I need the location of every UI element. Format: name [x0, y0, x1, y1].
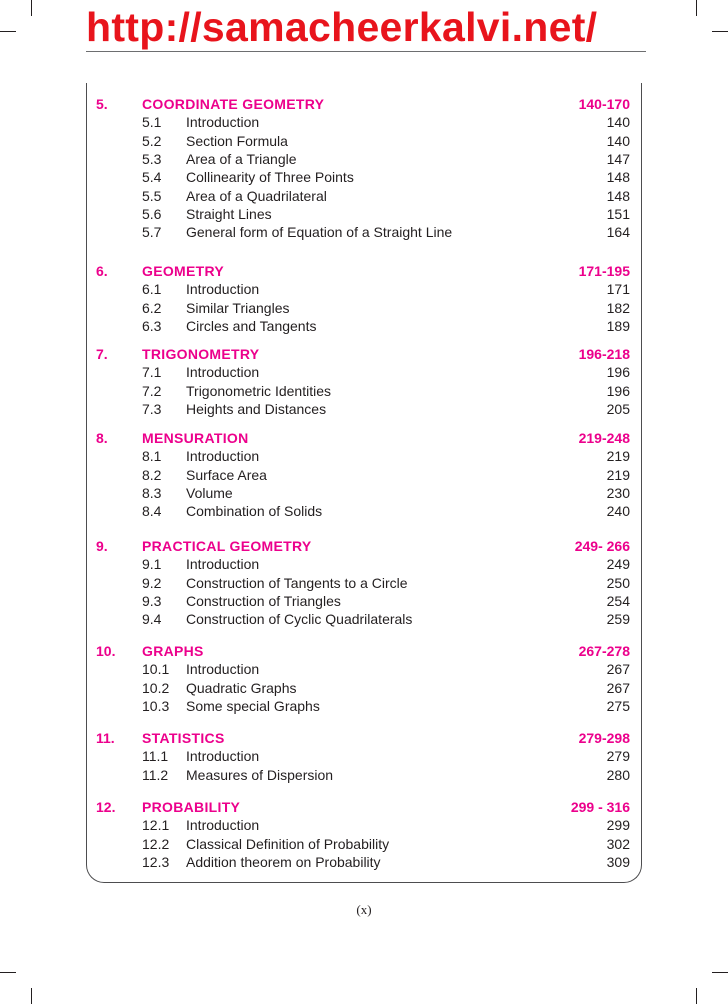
section-number: 7.1 — [142, 364, 162, 381]
section-number: 5.4 — [142, 169, 162, 186]
section-row[interactable] — [0, 747, 728, 765]
crop-mark-top-right-h — [712, 31, 728, 32]
unit-number: 10. — [96, 643, 116, 659]
section-number: 12.2 — [142, 835, 170, 852]
unit-page-range: 299 - 316 — [570, 799, 630, 815]
section-page: 267 — [606, 661, 630, 678]
unit-title: PROBABILITY — [142, 799, 241, 815]
section-row[interactable] — [0, 679, 728, 697]
unit-heading[interactable] — [0, 642, 728, 660]
section-title: Some special Graphs — [186, 697, 320, 714]
section-page: 230 — [606, 484, 630, 501]
section-row[interactable] — [0, 400, 728, 418]
section-row[interactable] — [0, 484, 728, 502]
section-number: 11.2 — [142, 766, 169, 783]
unit-title: STATISTICS — [142, 730, 225, 746]
section-page: 309 — [606, 853, 630, 870]
section-title: Introduction — [186, 748, 260, 765]
section-number: 5.3 — [142, 150, 162, 167]
unit-title: COORDINATE GEOMETRY — [142, 96, 325, 112]
section-row[interactable] — [0, 150, 728, 168]
section-number: 7.2 — [142, 382, 162, 399]
unit-heading[interactable] — [0, 729, 728, 747]
section-number: 12.3 — [142, 853, 170, 870]
crop-mark-top-left-v — [31, 0, 32, 16]
section-title: Introduction — [186, 281, 260, 298]
section-title: Area of a Quadrilateral — [186, 187, 327, 204]
section-title: Section Formula — [186, 132, 288, 149]
unit-heading[interactable] — [0, 345, 728, 363]
section-number: 6.3 — [142, 317, 162, 334]
section-number: 9.2 — [142, 574, 162, 591]
unit-number: 7. — [96, 346, 108, 362]
section-page: 151 — [606, 205, 630, 222]
section-page: 196 — [606, 382, 630, 399]
section-page: 219 — [606, 466, 630, 483]
section-page: 240 — [606, 503, 630, 520]
section-page: 275 — [606, 697, 630, 714]
unit-number: 8. — [96, 430, 108, 446]
unit-title: GEOMETRY — [142, 263, 224, 279]
section-page: 182 — [606, 299, 630, 316]
section-row[interactable] — [0, 816, 728, 834]
crop-mark-top-right-v — [696, 0, 697, 16]
unit-page-range: 249- 266 — [574, 538, 630, 554]
section-number: 8.2 — [142, 466, 162, 483]
section-page: 250 — [606, 574, 630, 591]
section-title: Combination of Solids — [186, 503, 323, 520]
section-row[interactable] — [0, 766, 728, 784]
section-page: 219 — [606, 448, 630, 465]
section-row[interactable] — [0, 447, 728, 465]
section-page: 164 — [606, 224, 630, 241]
section-title: Introduction — [186, 364, 260, 381]
section-page: 299 — [606, 817, 630, 834]
section-number: 6.2 — [142, 299, 162, 316]
section-row[interactable] — [0, 113, 728, 131]
section-title: Introduction — [186, 817, 260, 834]
crop-mark-bottom-right-h — [712, 972, 728, 973]
section-page: 140 — [606, 114, 630, 131]
section-page: 267 — [606, 679, 630, 696]
unit-heading[interactable] — [0, 262, 728, 280]
section-row[interactable] — [0, 223, 728, 241]
section-row[interactable] — [0, 317, 728, 335]
section-number: 12.1 — [142, 817, 170, 834]
section-title: Construction of Cyclic Quadrilaterals — [186, 611, 413, 628]
section-title: Heights and Distances — [186, 400, 327, 417]
section-page: 280 — [606, 766, 630, 783]
unit-heading[interactable] — [0, 798, 728, 816]
section-row[interactable] — [0, 382, 728, 400]
section-number: 9.1 — [142, 556, 162, 573]
section-title: Construction of Tangents to a Circle — [186, 574, 408, 591]
section-number: 10.2 — [142, 679, 170, 696]
unit-page-range: 219-248 — [578, 430, 630, 446]
header-divider — [86, 51, 646, 52]
section-number: 6.1 — [142, 281, 162, 298]
section-page: 189 — [606, 317, 630, 334]
unit-page-range: 267-278 — [578, 643, 630, 659]
section-row[interactable] — [0, 853, 728, 871]
unit-number: 5. — [96, 96, 108, 112]
section-title: Straight Lines — [186, 205, 272, 222]
section-number: 10.1 — [142, 661, 170, 678]
section-number: 9.4 — [142, 611, 162, 628]
section-row[interactable] — [0, 280, 728, 298]
section-row[interactable] — [0, 574, 728, 592]
section-row[interactable] — [0, 299, 728, 317]
section-number: 5.5 — [142, 187, 162, 204]
crop-mark-bottom-left-v — [31, 988, 32, 1004]
page-number: (x) — [356, 902, 372, 917]
section-number: 5.2 — [142, 132, 162, 149]
section-row[interactable] — [0, 660, 728, 678]
section-title: Classical Definition of Probability — [186, 835, 390, 852]
section-page: 196 — [606, 364, 630, 381]
section-number: 5.6 — [142, 205, 162, 222]
section-row[interactable] — [0, 697, 728, 715]
section-title: Introduction — [186, 661, 260, 678]
section-number: 11.1 — [142, 748, 169, 765]
section-title: Introduction — [186, 556, 260, 573]
section-page: 147 — [606, 150, 630, 167]
section-title: Surface Area — [186, 466, 267, 483]
unit-title: MENSURATION — [142, 430, 249, 446]
crop-mark-bottom-right-v — [696, 988, 697, 1004]
section-page: 259 — [606, 611, 630, 628]
section-page: 302 — [606, 835, 630, 852]
section-title: Addition theorem on Probability — [186, 853, 381, 870]
section-number: 5.7 — [142, 224, 162, 241]
section-title: Construction of Triangles — [186, 592, 341, 609]
unit-page-range: 140-170 — [578, 96, 630, 112]
unit-page-range: 171-195 — [578, 263, 630, 279]
section-title: Similar Triangles — [186, 299, 290, 316]
section-row[interactable] — [0, 555, 728, 573]
section-number: 8.4 — [142, 503, 162, 520]
unit-heading[interactable] — [0, 95, 728, 113]
section-page: 140 — [606, 132, 630, 149]
section-page: 171 — [606, 281, 630, 298]
section-title: Introduction — [186, 114, 260, 131]
section-title: Measures of Dispersion — [186, 766, 334, 783]
section-page: 148 — [606, 187, 630, 204]
unit-number: 6. — [96, 263, 108, 279]
section-title: Area of a Triangle — [186, 150, 297, 167]
section-row[interactable] — [0, 132, 728, 150]
unit-title: TRIGONOMETRY — [142, 346, 260, 362]
unit-title: GRAPHS — [142, 643, 204, 659]
section-row[interactable] — [0, 466, 728, 484]
section-title: General form of Equation of a Straight Line — [186, 224, 453, 241]
section-number: 5.1 — [142, 114, 162, 131]
unit-number: 11. — [96, 730, 115, 746]
section-row[interactable] — [0, 502, 728, 520]
section-number: 10.3 — [142, 697, 170, 714]
unit-title: PRACTICAL GEOMETRY — [142, 538, 312, 554]
header-url-watermark[interactable]: http://samacheerkalvi.net/ — [86, 4, 598, 50]
section-number: 7.3 — [142, 400, 162, 417]
section-row[interactable] — [0, 610, 728, 628]
section-row[interactable] — [0, 168, 728, 186]
section-page: 205 — [606, 400, 630, 417]
section-title: Introduction — [186, 448, 260, 465]
section-title: Trigonometric Identities — [186, 382, 331, 399]
section-number: 8.3 — [142, 484, 162, 501]
section-page: 148 — [606, 169, 630, 186]
section-page: 254 — [606, 592, 630, 609]
unit-page-range: 279-298 — [578, 730, 630, 746]
unit-heading[interactable] — [0, 429, 728, 447]
section-row[interactable] — [0, 205, 728, 223]
unit-number: 9. — [96, 538, 108, 554]
section-row[interactable] — [0, 592, 728, 610]
section-page: 279 — [606, 748, 630, 765]
unit-number: 12. — [96, 799, 116, 815]
unit-page-range: 196-218 — [578, 346, 630, 362]
section-page: 249 — [606, 556, 630, 573]
section-row[interactable] — [0, 835, 728, 853]
section-title: Circles and Tangents — [186, 317, 317, 334]
section-title: Volume — [186, 484, 233, 501]
section-number: 8.1 — [142, 448, 162, 465]
unit-heading[interactable] — [0, 537, 728, 555]
section-number: 9.3 — [142, 592, 162, 609]
section-title: Collinearity of Three Points — [186, 169, 354, 186]
crop-mark-top-left-h — [0, 31, 16, 32]
section-row[interactable] — [0, 363, 728, 381]
section-title: Quadratic Graphs — [186, 679, 297, 696]
crop-mark-bottom-left-h — [0, 972, 16, 973]
section-row[interactable] — [0, 187, 728, 205]
